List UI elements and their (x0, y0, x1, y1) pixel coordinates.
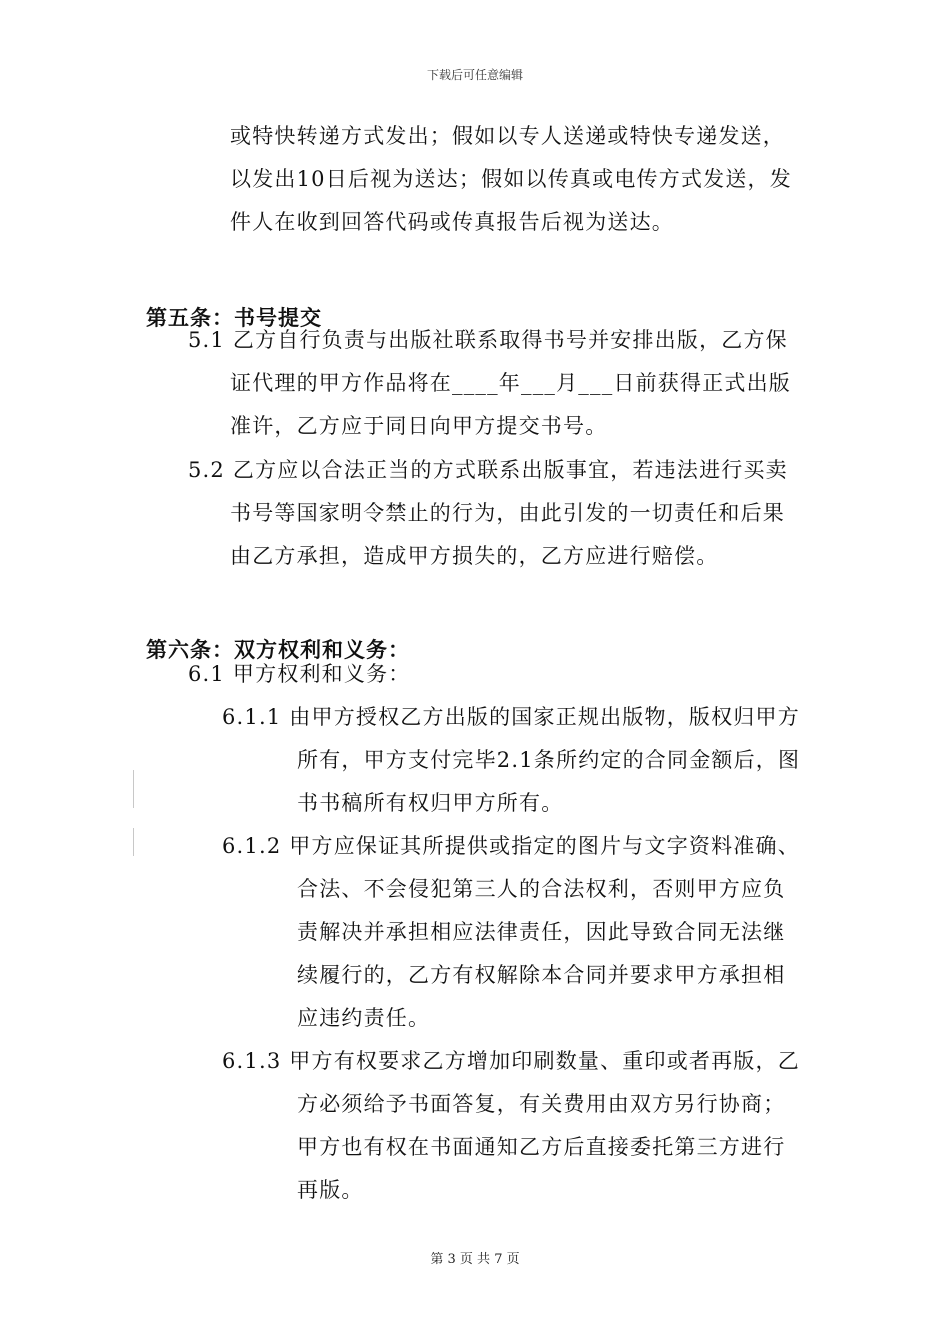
clause-5-2-line: 由乙方承担，造成甲方损失的，乙方应进行赔偿。 (230, 544, 719, 568)
clause-5-2-line: 书号等国家明令禁止的行为，由此引发的一切责任和后果 (230, 501, 785, 525)
page-footer: 第 3 页 共 7 页 (430, 1252, 520, 1267)
clause-5-1-line: 准许，乙方应于同日向甲方提交书号。 (230, 414, 608, 438)
text-line: 以发出10日后视为送达；假如以传真或电传方式发送，发 (230, 167, 792, 191)
page-header: 下载后可任意编辑 (426, 68, 523, 82)
clause-6-1-3-line: 方必须给予书面答复，有关费用由双方另行协商； (297, 1092, 786, 1116)
clause-5-2-line: 5.2 乙方应以合法正当的方式联系出版事宜，若违法进行买卖 (188, 458, 788, 482)
text-line: 或特快转递方式发出；假如以专人送递或特快专递发送， (230, 124, 785, 148)
article-6-heading: 第六条：双方权利和义务： (146, 637, 410, 662)
clause-6-1-2-line: 合法、不会侵犯第三人的合法权利，否则甲方应负 (297, 877, 786, 901)
revision-mark (133, 770, 134, 808)
clause-6-1-2-line: 续履行的，乙方有权解除本合同并要求甲方承担相 (297, 963, 786, 987)
text-line: 件人在收到回答代码或传真报告后视为送达。 (230, 210, 674, 234)
clause-6-1-1-line: 书书稿所有权归甲方所有。 (297, 791, 564, 815)
clause-6-1-3-line: 6.1.3 甲方有权要求乙方增加印刷数量、重印或者再版，乙 (222, 1049, 800, 1073)
clause-6-1-2-line: 责解决并承担相应法律责任，因此导致合同无法继 (297, 920, 786, 944)
revision-mark (133, 828, 134, 856)
clause-6-1-1-line: 6.1.1 由甲方授权乙方出版的国家正规出版物，版权归甲方 (222, 705, 800, 729)
clause-5-1-line: 证代理的甲方作品将在____年___月___日前获得正式出版 (230, 371, 791, 395)
clause-6-1-2-line: 应违约责任。 (297, 1006, 431, 1030)
article-5-heading: 第五条：书号提交 (146, 305, 322, 330)
clause-6-1-3-line: 甲方也有权在书面通知乙方后直接委托第三方进行 (297, 1135, 786, 1159)
clause-6-1: 6.1 甲方权利和义务： (188, 662, 411, 686)
clause-6-1-2-line: 6.1.2 甲方应保证其所提供或指定的图片与文字资料准确、 (222, 834, 800, 858)
clause-6-1-3-line: 再版。 (297, 1178, 364, 1202)
clause-5-1-line: 5.1 乙方自行负责与出版社联系取得书号并安排出版，乙方保 (188, 328, 788, 352)
clause-6-1-1-line: 所有，甲方支付完毕2.1条所约定的合同金额后，图 (297, 748, 801, 772)
